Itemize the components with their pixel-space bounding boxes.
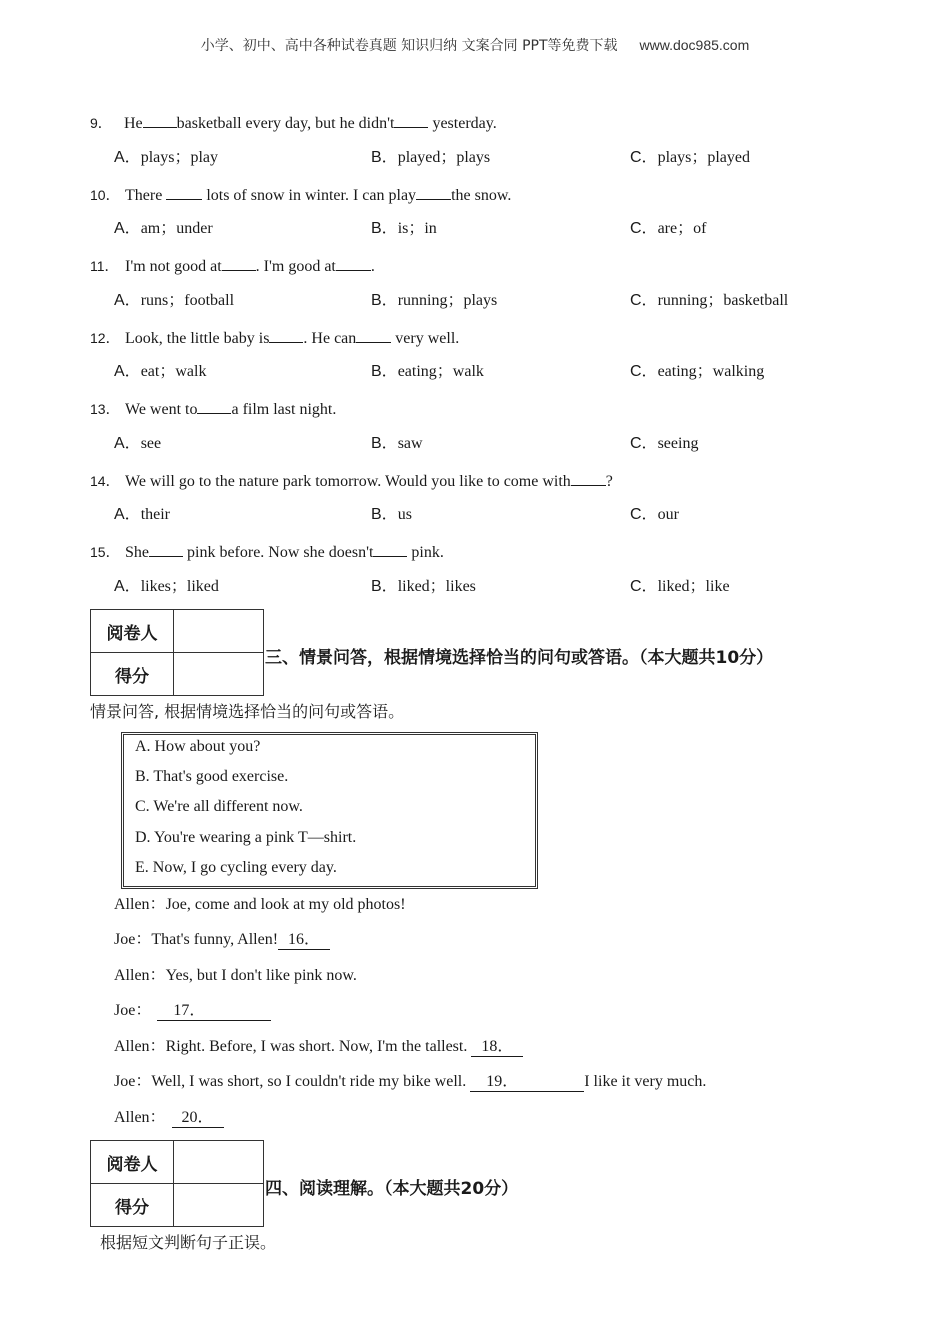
option-c: C．our <box>630 506 679 523</box>
dialogue-line <box>114 1071 706 1093</box>
speaker: Allen： <box>114 1109 166 1126</box>
question-number: 15． <box>90 544 120 560</box>
question-number: 14． <box>90 473 120 489</box>
question-text: very well. <box>391 330 460 347</box>
option-a: A．am；under <box>114 220 213 237</box>
dialogue-line <box>114 1107 224 1129</box>
answer-blank <box>149 540 183 557</box>
option-c: C．seeing <box>630 435 699 452</box>
option-c: C．liked；like <box>630 578 730 595</box>
question-text: . <box>370 258 375 275</box>
question-11 <box>90 254 375 276</box>
answer-blank <box>336 254 371 271</box>
question-text: I'm not good at <box>125 258 222 275</box>
score-label: 得分 <box>91 653 174 696</box>
line-text: That's funny, Allen! <box>151 931 279 948</box>
question-text: He <box>124 115 143 132</box>
option-c: C．eating；walking <box>630 363 765 380</box>
choice-c: C. We're all different now. <box>135 798 303 815</box>
dialogue-line <box>114 929 330 951</box>
question-number: 11． <box>90 258 119 274</box>
question-text: ? <box>605 473 613 490</box>
line-text: Right. Before, I was short. Now, I'm the tallest. <box>165 1038 472 1055</box>
line-text: Joe, come and look at my old photos! <box>165 896 406 913</box>
option-a: A．plays；play <box>114 149 219 166</box>
section-3-instruction: 情景问答, 根据情境选择恰当的问句或答语。 <box>90 702 405 721</box>
question-text: . I'm good at <box>255 258 336 275</box>
question-text: We will go to the nature park tomorrow. Would you like to come with <box>125 473 571 490</box>
speaker: Allen： <box>114 967 166 984</box>
question-number: 12． <box>90 330 120 346</box>
answer-blank <box>143 111 177 128</box>
speaker: Allen： <box>114 1038 166 1055</box>
header-url[interactable]: www.doc985.com <box>639 37 750 53</box>
choice-d: D. You're wearing a pink T—shirt. <box>135 829 357 846</box>
option-b: B．played；plays <box>371 149 491 166</box>
line-text: Well, I was short, so I couldn't ride my bike well. <box>151 1073 471 1090</box>
answer-blank-20: 20． <box>172 1109 224 1128</box>
question-15 <box>90 540 444 562</box>
question-number: 13． <box>90 401 120 417</box>
question-14 <box>90 469 613 491</box>
choice-e: E. Now, I go cycling every day. <box>135 859 337 876</box>
option-c: C．are；of <box>630 220 707 237</box>
section-3-title: 三、情景问答，根据情境选择恰当的问句或答语。（本大题共10分） <box>265 648 774 668</box>
option-c: C．plays；played <box>630 149 750 166</box>
answer-blank <box>197 397 231 414</box>
choice-b: B. That's good exercise. <box>135 768 289 785</box>
score-label: 得分 <box>91 1184 174 1227</box>
answer-blank <box>416 183 451 200</box>
question-text: the snow. <box>451 187 512 204</box>
question-text: We went to <box>125 401 198 418</box>
speaker: Joe： <box>114 1002 152 1019</box>
answer-blank <box>166 183 202 200</box>
answer-blank <box>394 111 428 128</box>
option-a: A．see <box>114 435 162 452</box>
option-a: A．runs；football <box>114 292 235 309</box>
answer-blank <box>356 326 391 343</box>
speaker: Allen： <box>114 896 166 913</box>
header-banner: 小学、初中、高中各种试卷真题 知识归纳 文案合同 PPT等免费下载 <box>200 38 618 54</box>
option-b: B．saw <box>371 435 423 452</box>
question-number: 9． <box>90 115 112 131</box>
question-text: . He can <box>303 330 357 347</box>
option-a: A．their <box>114 506 171 523</box>
option-b: B．eating；walk <box>371 363 484 380</box>
page-header <box>0 35 950 55</box>
score-table <box>90 609 264 696</box>
choice-box <box>121 732 538 889</box>
answer-blank-16: 16． <box>278 931 330 950</box>
line-text: Yes, but I don't like pink now. <box>165 967 357 984</box>
score-table <box>90 1140 264 1227</box>
choice-a: A. How about you? <box>135 738 261 755</box>
answer-blank-19: 19． <box>470 1073 584 1092</box>
answer-blank <box>373 540 407 557</box>
section-4-instruction: 根据短文判断句子正误。 <box>100 1233 277 1252</box>
dialogue-line <box>114 965 357 987</box>
dialogue-line <box>114 894 406 916</box>
question-text: She <box>125 544 149 561</box>
question-text: There <box>125 187 167 204</box>
question-9 <box>90 111 497 133</box>
question-13 <box>90 397 336 419</box>
question-10 <box>90 183 511 205</box>
dialogue-line <box>114 1036 523 1058</box>
option-a: A．eat；walk <box>114 363 207 380</box>
option-b: B．is；in <box>371 220 437 237</box>
speaker: Joe： <box>114 1073 152 1090</box>
answer-blank-17: 17． <box>157 1002 271 1021</box>
option-b: B．us <box>371 506 412 523</box>
reviewer-label: 阅卷人 <box>91 610 174 653</box>
question-text: lots of snow in winter. I can play <box>202 187 417 204</box>
answer-blank-18: 18． <box>471 1038 523 1057</box>
speaker: Joe： <box>114 931 152 948</box>
reviewer-cell <box>174 1141 264 1184</box>
answer-blank <box>571 469 606 486</box>
score-cell <box>174 1184 264 1227</box>
answer-blank <box>269 326 303 343</box>
option-c: C．running；basketball <box>630 292 789 309</box>
question-text: pink. <box>407 544 444 561</box>
question-text: basketball every day, but he didn't <box>176 115 395 132</box>
reviewer-label: 阅卷人 <box>91 1141 174 1184</box>
section-4-title: 四、阅读理解。（本大题共20分） <box>265 1179 519 1199</box>
dialogue-line <box>114 1000 271 1022</box>
option-a: A．likes；liked <box>114 578 219 595</box>
question-12 <box>90 326 459 348</box>
line-text: I like it very much. <box>584 1073 707 1090</box>
question-text: a film last night. <box>231 401 337 418</box>
option-b: B．running；plays <box>371 292 498 309</box>
score-cell <box>174 653 264 696</box>
question-number: 10． <box>90 187 120 203</box>
option-b: B．liked；likes <box>371 578 476 595</box>
reviewer-cell <box>174 610 264 653</box>
question-text: pink before. Now she doesn't <box>183 544 374 561</box>
question-text: yesterday. <box>428 115 497 132</box>
answer-blank <box>222 254 256 271</box>
question-text: Look, the little baby is <box>125 330 270 347</box>
